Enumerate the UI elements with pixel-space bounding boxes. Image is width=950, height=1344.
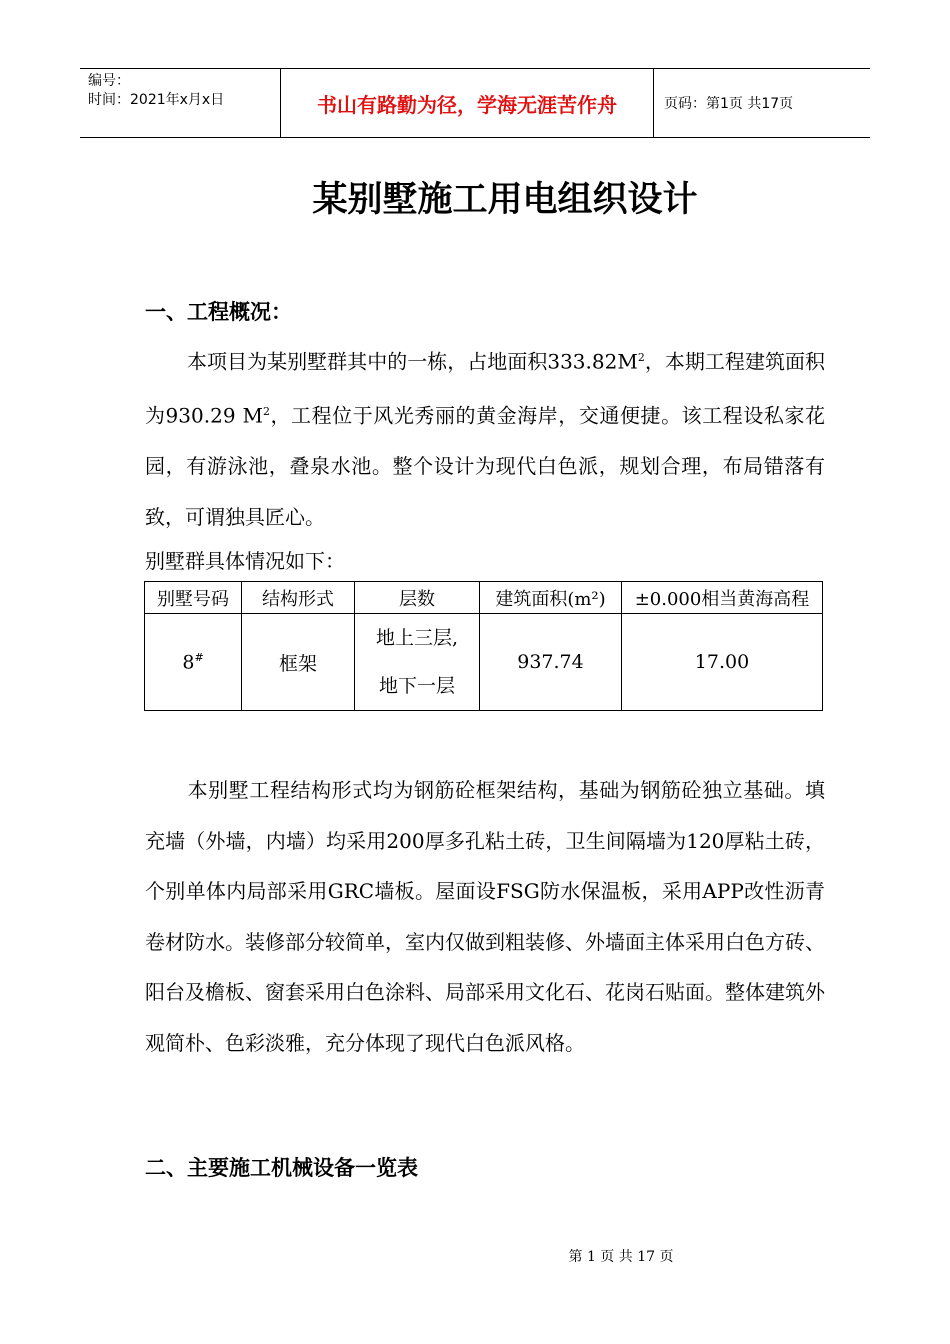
cell-floors: [355, 614, 480, 711]
structure-paragraph: [145, 765, 825, 1068]
villa-info-table: [144, 581, 823, 711]
table-header-cell: 建筑面积(m²): [480, 582, 622, 614]
cell-villa-number: [145, 614, 242, 711]
villa-number-sup: #: [194, 650, 204, 664]
table-header-cell: 别墅号码: [145, 582, 242, 614]
superscript: 2: [637, 351, 645, 364]
floors-line-2: 地下一层: [378, 675, 455, 697]
table-header-cell: 结构形式: [242, 582, 355, 614]
header-number: 编号：: [88, 73, 130, 89]
header-motto: 书山有路勤为径，学海无涯苦作舟: [281, 69, 654, 137]
overview-paragraph: [145, 333, 825, 542]
cell-structure: 框架: [242, 614, 355, 711]
table-intro: 别墅群具体情况如下：: [145, 549, 345, 573]
page-footer: 第 1 页 共 17 页: [568, 1249, 674, 1265]
header-meta: [80, 69, 281, 137]
superscript: 2: [262, 405, 270, 419]
table-header-row: [145, 582, 823, 614]
document-title: 某别墅施工用电组织设计: [312, 180, 698, 220]
overview-text-b: ，本期工程建筑面积为930.29 M: [145, 349, 825, 428]
section-heading-equipment: 二、主要施工机械设备一览表: [145, 1156, 418, 1180]
table-header-cell: 层数: [355, 582, 480, 614]
header-time: 时间：2021年x月x日: [88, 92, 225, 108]
overview-text-c: ，工程位于风光秀丽的黄金海岸，交通便捷。该工程设私家花园，有游泳池，叠泉水池。整个设计为现代白色派，规划合理，布局错落有致，可谓独具匠心。: [145, 403, 825, 529]
cell-elevation: 17.00: [622, 614, 823, 711]
table-row: [145, 614, 823, 711]
cell-area: 937.74: [480, 614, 622, 711]
page-header: [80, 68, 870, 138]
structure-text: 本别墅工程结构形式均为钢筋砼框架结构，基础为钢筋砼独立基础。填充墙（外墙，内墙）均采用200厚多孔粘土砖，卫生间隔墙为120厚粘土砖，个别单体内局部采用GRC墙板。屋面设FSG防水保温板，采用APP改性沥青卷材防水。装修部分较简单，室内仅做到粗装修、外墙面主体采用白色方砖、阳台及檐板、窗套采用白色涂料、局部采用文化石、花岗石贴面。整体建筑外观简朴、色彩淡雅，充分体现了现代白色派风格。: [145, 778, 825, 1055]
floors-line-1: 地上三层,: [375, 627, 459, 649]
overview-text-a: 本项目为某别墅群其中的一栋，占地面积333.82M: [187, 349, 638, 374]
header-page-info: 页码：第1页 共17页: [664, 96, 794, 112]
section-heading-overview: 一、工程概况：: [145, 300, 292, 324]
villa-number: 8: [182, 651, 195, 674]
table-header-cell: ±0.000相当黄海高程: [622, 582, 823, 614]
